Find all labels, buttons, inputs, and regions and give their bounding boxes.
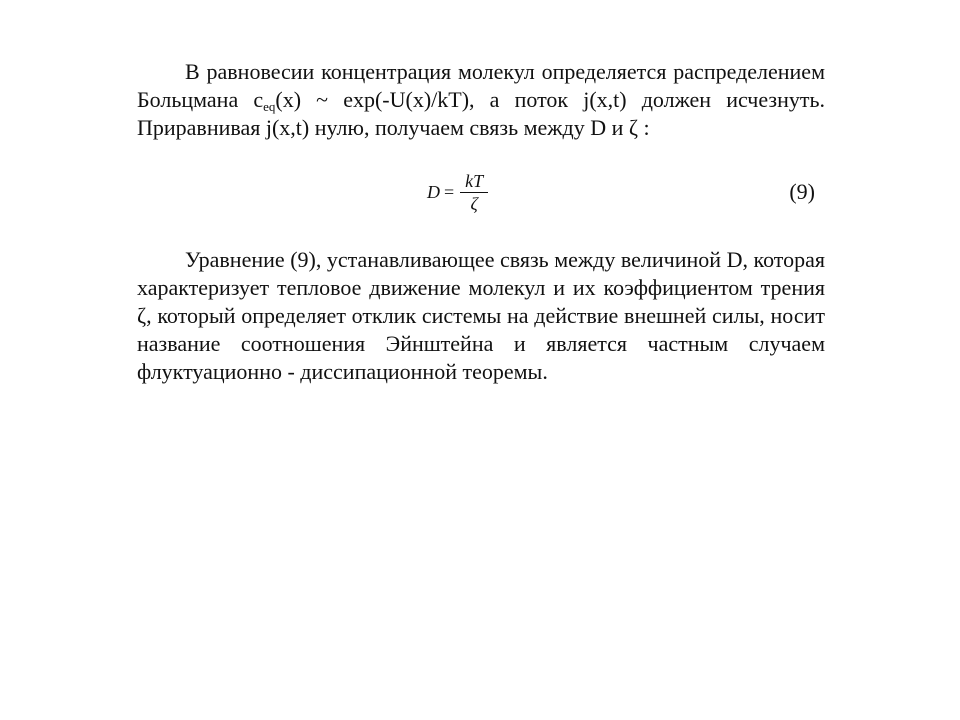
equation-9 xyxy=(137,164,825,220)
einstein-formula xyxy=(427,164,488,220)
equation-number: (9) xyxy=(789,179,815,204)
paragraph-equilibrium-text-start: В равновесии концентрация молекул определяется распределением Больцмана c xyxy=(137,59,825,112)
formula-numerator: kT xyxy=(465,170,484,191)
formula-equals-sign: = xyxy=(444,181,455,202)
paragraph-einstein-relation: Уравнение (9), устанавливающее связь между величиной D, которая характеризует тепловое движение молекул и их коэффициентом трения ζ, который определяет отклик системы на действие внешней силы, носит название соотношения Эйнштейна и является частным случаем флуктуационно - диссипационной теоремы. xyxy=(137,247,825,384)
formula-denominator: ζ xyxy=(470,193,478,214)
formula-lhs: D xyxy=(427,181,440,202)
subscript-eq: eq xyxy=(263,99,276,114)
formula-fraction xyxy=(460,170,488,215)
paragraph-equilibrium-text-end: (x) ~ exp(-U(x)/kT), а поток j(x,t) должен исчезнуть. Приравнивая j(x,t) нулю, получаем связь между D и ζ : xyxy=(137,87,825,140)
paragraph-equilibrium xyxy=(137,58,825,142)
